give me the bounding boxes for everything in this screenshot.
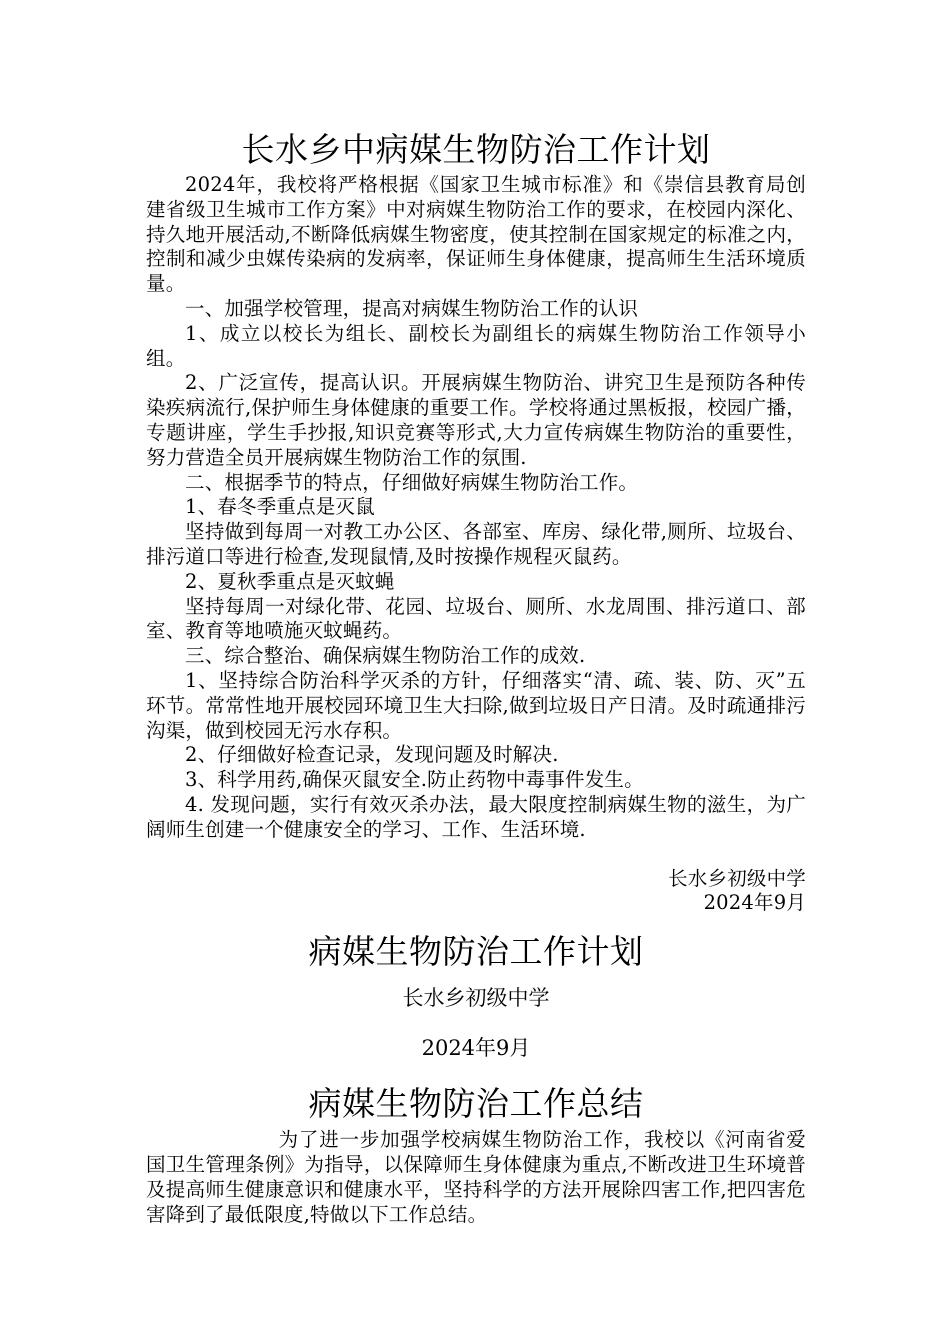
section1-item1: 1、成立以校长为组长、副校长为副组长的病媒生物防治工作领导小组。 xyxy=(146,321,806,370)
summary-title: 病媒生物防治工作总结 xyxy=(308,1084,644,1124)
plan-intro: 2024年，我校将严格根据《国家卫生城市标准》和《崇信县教育局创建省级卫生城市工作方案》中对病媒生物防治工作的要求，在校园内深化、持久地开展活动,不断降低病媒生物密度，使其控制在国家规定的标准之内，控制和减少虫媒传染病的发病率，保证师生身体健康，提高师生生活环境质量。 xyxy=(146,173,806,296)
signature-date: 2024年9月 xyxy=(703,891,806,915)
cover-date: 2024年9月 xyxy=(421,1036,531,1061)
signature-org: 长水乡初级中学 xyxy=(668,866,806,890)
cover-title: 病媒生物防治工作计划 xyxy=(308,932,644,972)
signature-block xyxy=(146,867,806,917)
section1-heading: 一、加强学校管理，提高对病媒生物防治工作的认识 xyxy=(185,296,639,320)
section2-item2-body: 坚持每周一对绿化带、花园、垃圾台、厕所、水龙周围、排污道口、部室、教育等地喷施灭蚊蝇药。 xyxy=(146,594,806,643)
section2-item1-body: 坚持做到每周一对教工办公区、各部室、库房、绿化带,厕所、垃圾台、排污道口等进行检查,发现鼠情,及时按操作规程灭鼠药。 xyxy=(146,520,806,568)
section3-item1: 1、坚持综合防治科学灭杀的方针，仔细落实“清、疏、装、防、灭”五环节。常常性地开展校园环境卫生大扫除,做到垃圾日产日清。及时疏通排污沟渠，做到校园无污水存积。 xyxy=(146,668,806,742)
section3-item3: 3、科学用药,确保灭鼠安全.防止药物中毒事件发生。 xyxy=(185,768,644,792)
section2-item2-title: 2、夏秋季重点是灭蚊蝇 xyxy=(185,569,395,593)
section3-heading: 三、综合整治、确保病媒生物防治工作的成效. xyxy=(185,644,586,668)
section3-item2: 2、仔细做好检查记录，发现问题及时解决. xyxy=(185,743,559,767)
section3-item4: 4. 发现问题，实行有效灭杀办法，最大限度控制病媒生物的滋生，为广阔师生创建一个健康安全的学习、工作、生活环境. xyxy=(146,792,806,841)
summary-intro: 为了进一步加强学校病媒生物防治工作，我校以《河南省爱国卫生管理条例》为指导，以保障师生身体健康为重点,不断改进卫生环境普及提高师生健康意识和健康水平，坚持科学的方法开展除四害工作,把四害危害降到了最低限度,特做以下工作总结。 xyxy=(146,1128,806,1226)
section1-item2: 2、广泛宣传，提高认识。开展病媒生物防治、讲究卫生是预防各种传染疾病流行,保护师生身体健康的重要工作。学校将通过黑板报，校园广播，专题讲座，学生手抄报,知识竞赛等形式,大力宣传病媒生物防治的重要性，努力营造全员开展病媒生物防治工作的氛围. xyxy=(146,371,806,469)
section2-item1-title: 1、春冬季重点是灭鼠 xyxy=(185,495,375,519)
plan-title: 长水乡中病媒生物防治工作计划 xyxy=(241,130,711,169)
document-page xyxy=(146,128,806,1227)
section2-heading: 二、根据季节的特点，仔细做好病媒生物防治工作。 xyxy=(185,470,639,494)
cover-org: 长水乡初级中学 xyxy=(402,986,550,1011)
